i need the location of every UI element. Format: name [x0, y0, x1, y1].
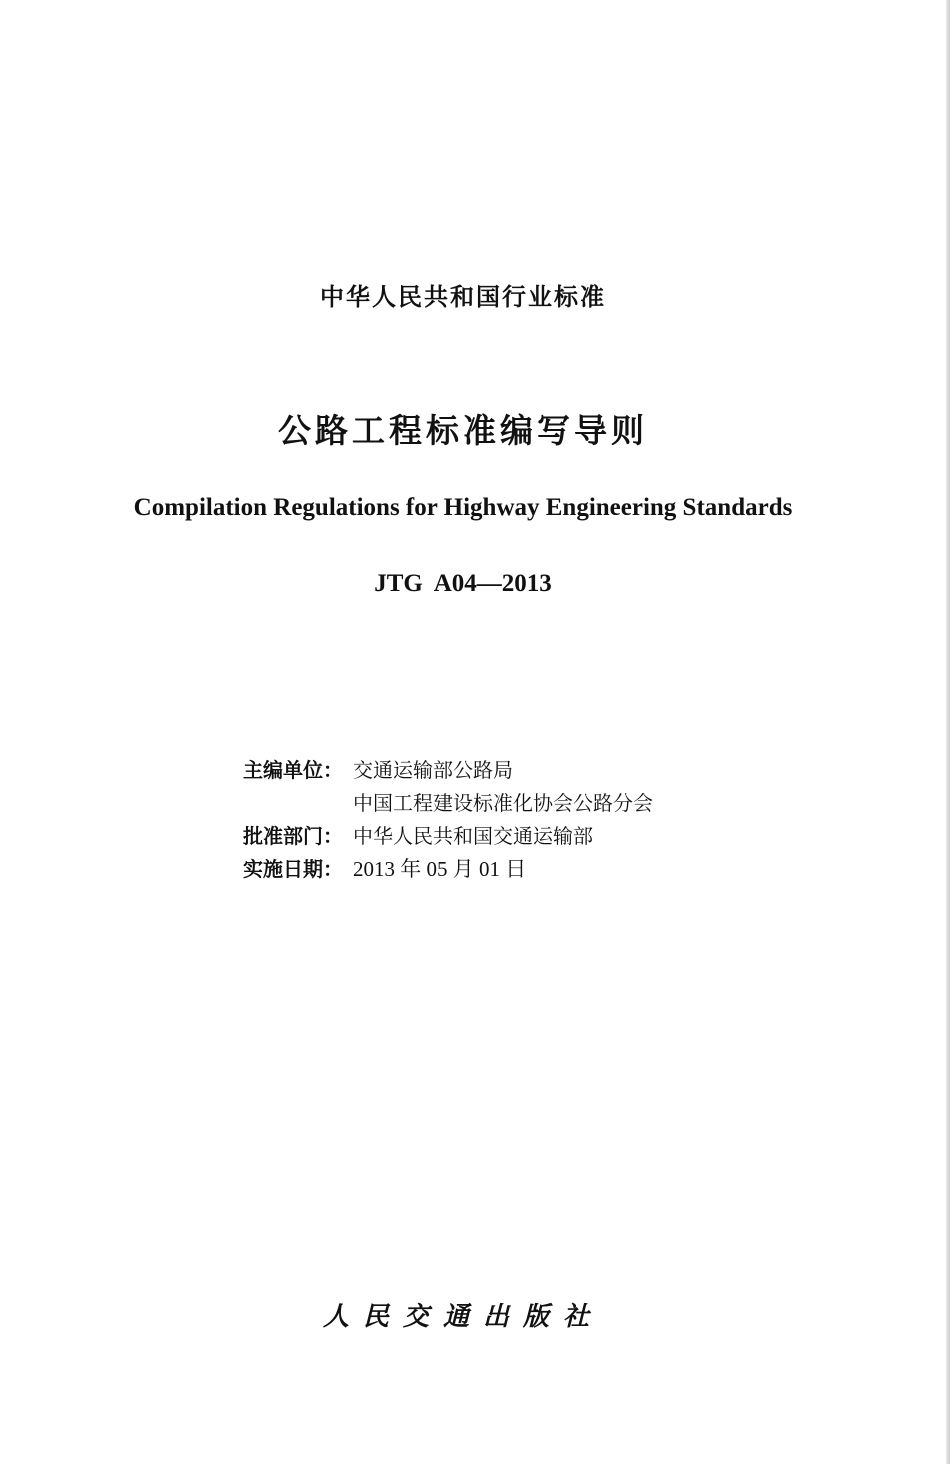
document-title-chinese: 公路工程标准编写导则	[278, 411, 648, 450]
effective-date-value: 2013 年 05 月 01 日	[353, 857, 527, 881]
effective-date-row	[243, 855, 653, 888]
standard-category: 中华人民共和国行业标准	[320, 283, 606, 311]
editor-row	[243, 756, 653, 789]
editor-label: 主编单位：	[243, 758, 343, 782]
editor-secondary: 中国工程建设标准化协会公路分会	[353, 791, 653, 815]
editor-primary: 交通运输部公路局	[353, 758, 513, 782]
publisher-name: 人民交通出版社	[322, 1302, 603, 1332]
page-edge-shadow	[946, 0, 950, 1464]
approver-label: 批准部门：	[243, 824, 343, 848]
publication-info	[243, 756, 653, 888]
editor-row-secondary	[243, 789, 653, 822]
effective-date-label: 实施日期：	[243, 857, 343, 881]
approver-value: 中华人民共和国交通运输部	[353, 824, 593, 848]
approver-row	[243, 822, 653, 855]
document-title-english: Compilation Regulations for Highway Engineering Standards	[133, 494, 793, 521]
standard-code: JTG A04—2013	[374, 570, 552, 597]
